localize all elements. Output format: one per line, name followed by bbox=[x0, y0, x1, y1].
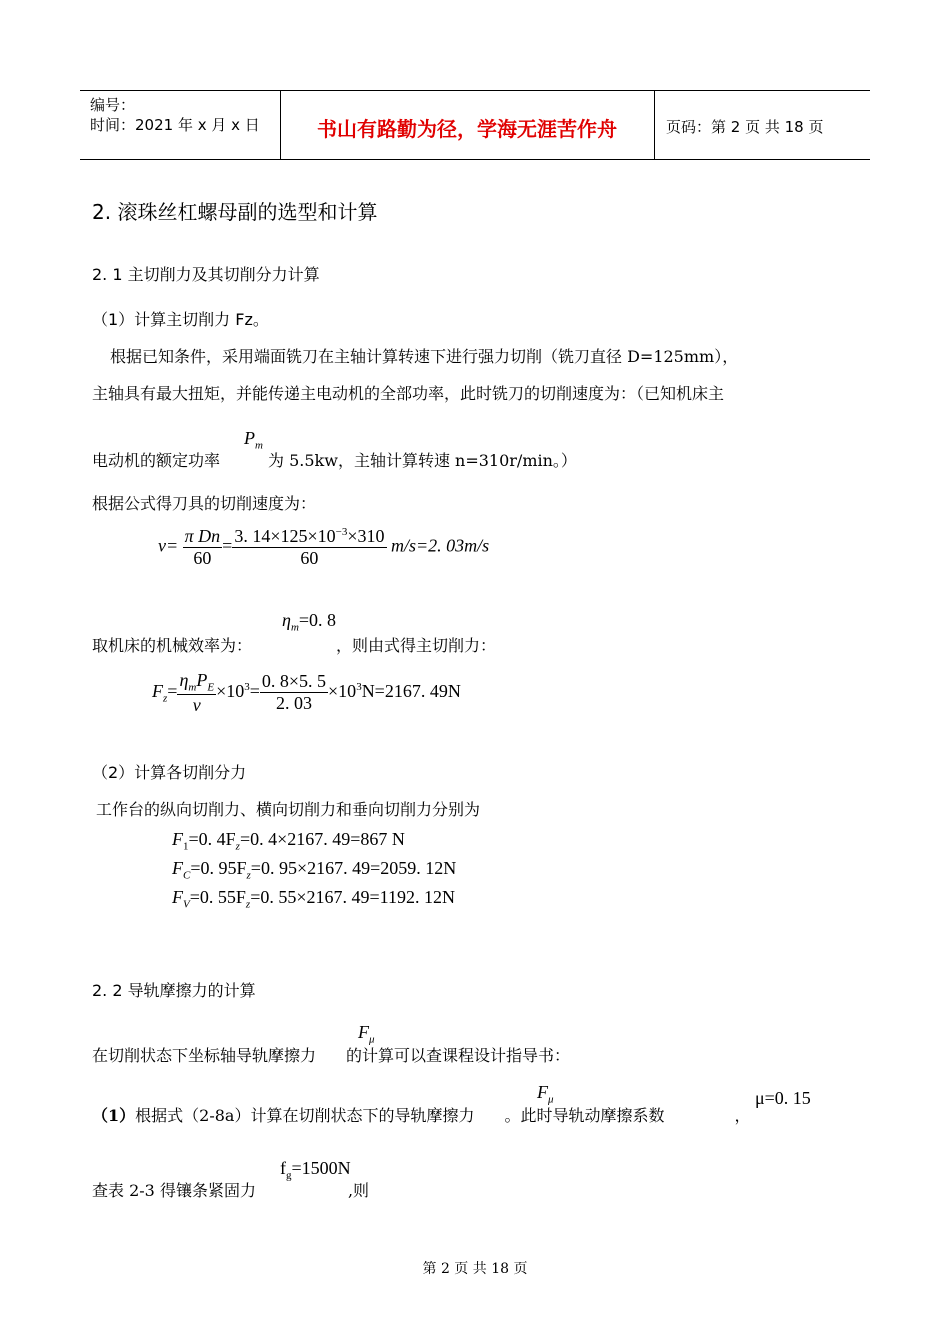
time-label: 时间：2021 年 x 月 x 日 bbox=[90, 116, 260, 134]
paragraph-5: 查表 2-3 得镶条紧固力 ,则 bbox=[92, 1181, 370, 1200]
step-1: （1）计算主切削力 Fz。 bbox=[92, 310, 269, 329]
efficiency-text: 取机床的机械效率为： ，则由式得主切削力： bbox=[92, 636, 497, 655]
paragraph-4: 在切削状态下坐标轴导轨摩擦力 的计算可以查课程设计指导书： bbox=[92, 1046, 571, 1065]
formula-cutting-speed: v= $\frac{\text{π Dn}}{60}$ = $\frac{3. 14\times 125\times 10^{-3}\times 310}{60}$ m/s=2. 03m/s bbox=[158, 526, 490, 568]
formula-main-cutting-force: $F_z=$ $\frac{\eta_mP_E}{v}$ $\times 10^3=$ $\frac{0. 8\times 5. 5}{2. 03}$ $\times 10^3N=2167$. 49N bbox=[152, 670, 461, 715]
paragraph-1-line-1: 根据已知条件，采用端面铣刀在主轴计算转速下进行强力切削（铣刀直径 D=125mm）， bbox=[110, 347, 739, 366]
step-3: （1）根据式（2-8a）计算在切削状态下的导轨摩擦力 。此时导轨动摩擦系数 ， bbox=[92, 1106, 751, 1125]
subsection-title-2: 2. 2 导轨摩擦力的计算 bbox=[92, 981, 256, 1000]
header-motto: 书山有路勤为径，学海无涯苦作舟 bbox=[317, 117, 617, 141]
rated-power-text-tail: 为 5.5kw，主轴计算转速 n=310r/min。） bbox=[268, 451, 577, 470]
formula-fv: $F_V=0$. $55F_z=0$. 55×2167. 49=1192. 12N bbox=[172, 887, 455, 911]
rated-power-text: 电动机的额定功率 bbox=[92, 451, 221, 470]
formula-friction-coefficient: μ=0. 15 bbox=[755, 1088, 811, 1108]
paragraph-1-line-3 bbox=[92, 448, 577, 471]
formula-f1: $F_1=0$. $4F_z=0$. 4×2167. 49=867 N bbox=[172, 829, 405, 853]
formula-efficiency: $\eta_m=0$. 8 bbox=[282, 610, 337, 634]
section-title: 2. 滚珠丝杠螺母副的选型和计算 bbox=[92, 200, 378, 224]
formula-pm: $P_m$ bbox=[244, 428, 263, 452]
header-divider-right bbox=[654, 91, 655, 159]
document-header bbox=[80, 90, 870, 160]
header-meta bbox=[90, 95, 260, 135]
number-label: 编号： bbox=[90, 96, 136, 114]
formula-f-mu-1: $F_\mu$ bbox=[358, 1022, 375, 1046]
subsection-title-1: 2. 1 主切削力及其切削分力计算 bbox=[92, 265, 320, 284]
paragraph-3: 工作台的纵向切削力、横向切削力和垂向切削力分别为 bbox=[96, 800, 481, 819]
formula-fc: $F_C=0$. $95F_z=0$. 95×2167. 49=2059. 12N bbox=[172, 858, 457, 882]
page-footer: 第 2 页 共 18 页 bbox=[422, 1261, 528, 1277]
step-2: （2）计算各切削分力 bbox=[92, 763, 247, 782]
header-page-info: 页码：第 2 页 共 18 页 bbox=[666, 118, 824, 136]
paragraph-1-line-2: 主轴具有最大扭矩，并能传递主电动机的全部功率，此时铣刀的切削速度为：（已知机床主 bbox=[92, 384, 725, 403]
formula-f-mu-2: $F_\mu$ bbox=[537, 1082, 554, 1106]
formula-gib-force: $f_g=1500N$ bbox=[280, 1158, 351, 1182]
paragraph-2: 根据公式得刀具的切削速度为： bbox=[92, 494, 317, 513]
